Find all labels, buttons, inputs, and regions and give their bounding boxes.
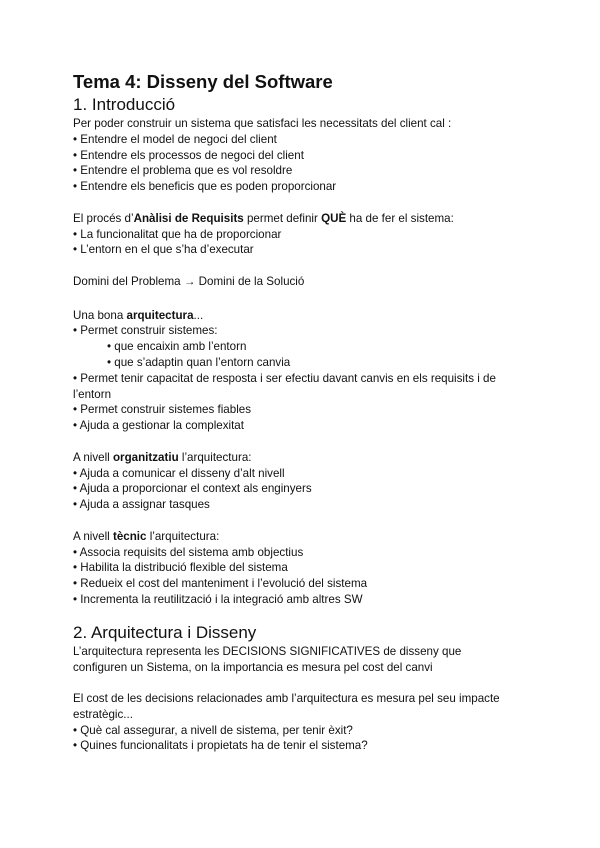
list-item: • Redueix el cost del manteniment i l’evolució del sistema — [73, 577, 368, 591]
list-item: • Entendre el problema que es vol resoldre — [73, 164, 293, 178]
list-item: • Quines funcionalitats i propietats ha de tenir el sistema? — [73, 739, 368, 753]
list-item: • Què cal assegurar, a nivell de sistema, per tenir èxit? — [73, 723, 353, 737]
domini-line: Domini del Problema → Domini de la Solució — [73, 274, 305, 288]
list-item: • Associa requisits del sistema amb objectius — [73, 545, 304, 559]
paragraph-line: estratègic... — [73, 707, 133, 721]
list-item: • La funcionalitat que ha de proporcionar — [73, 227, 282, 241]
sub-list-item: • que encaixin amb l’entorn — [107, 340, 247, 354]
list-item: • Ajuda a comunicar el disseny d’alt nivell — [73, 466, 285, 480]
section-heading-introduccio: 1. Introducció — [73, 95, 176, 114]
list-item: • Entendre el model de negoci del client — [73, 132, 277, 146]
arquitectura-intro: Una bona arquitectura... — [73, 308, 204, 322]
list-item: • Ajuda a proporcionar el context als enginyers — [73, 482, 312, 496]
list-item: • Permet tenir capacitat de resposta i ser efectiu davant canvis en els requisits i de l’entorn — [73, 371, 496, 401]
requisits-paragraph: El procés d’Anàlisi de Requisits permet definir QUÈ ha de fer el sistema: — [73, 211, 454, 225]
sub-list-item: • que s’adaptin quan l’entorn canvia — [107, 355, 291, 369]
list-item: • Incrementa la reutilització i la integració amb altres SW — [73, 592, 363, 606]
intro-paragraph: Per poder construir un sistema que satisfaci les necessitats del client cal : — [73, 117, 452, 130]
document-title: Tema 4: Disseny del Software — [73, 71, 333, 92]
organitzatiu-intro: A nivell organitzatiu l’arquitectura: — [73, 450, 252, 464]
section-heading-arquitectura: 2. Arquitectura i Disseny — [73, 622, 257, 642]
paragraph-line: L’arquitectura representa les DECISIONS SIGNIFICATIVES de disseny que — [73, 644, 462, 658]
list-item: • Entendre els processos de negoci del client — [73, 148, 304, 162]
list-item: • Permet construir sistemes: — [73, 324, 218, 338]
paragraph-line: El cost de les decisions relacionades amb l’arquitectura es mesura pel seu impacte — [73, 692, 500, 706]
document-page — [73, 70, 533, 754]
list-item: • Entendre els beneficis que es poden proporcionar — [73, 180, 337, 194]
tecnic-intro: A nivell tècnic l’arquitectura: — [73, 529, 220, 543]
paragraph-line: configuren un Sistema, on la importancia es mesura pel cost del canvi — [73, 660, 433, 674]
list-item: • Habilita la distribució flexible del sistema — [73, 561, 288, 575]
list-item: • Permet construir sistemes fiables — [73, 403, 252, 417]
list-item: • L’entorn en el que s’ha d’executar — [73, 243, 254, 257]
list-item: • Ajuda a gestionar la complexitat — [73, 419, 244, 433]
list-item: • Ajuda a assignar tasques — [73, 498, 210, 512]
